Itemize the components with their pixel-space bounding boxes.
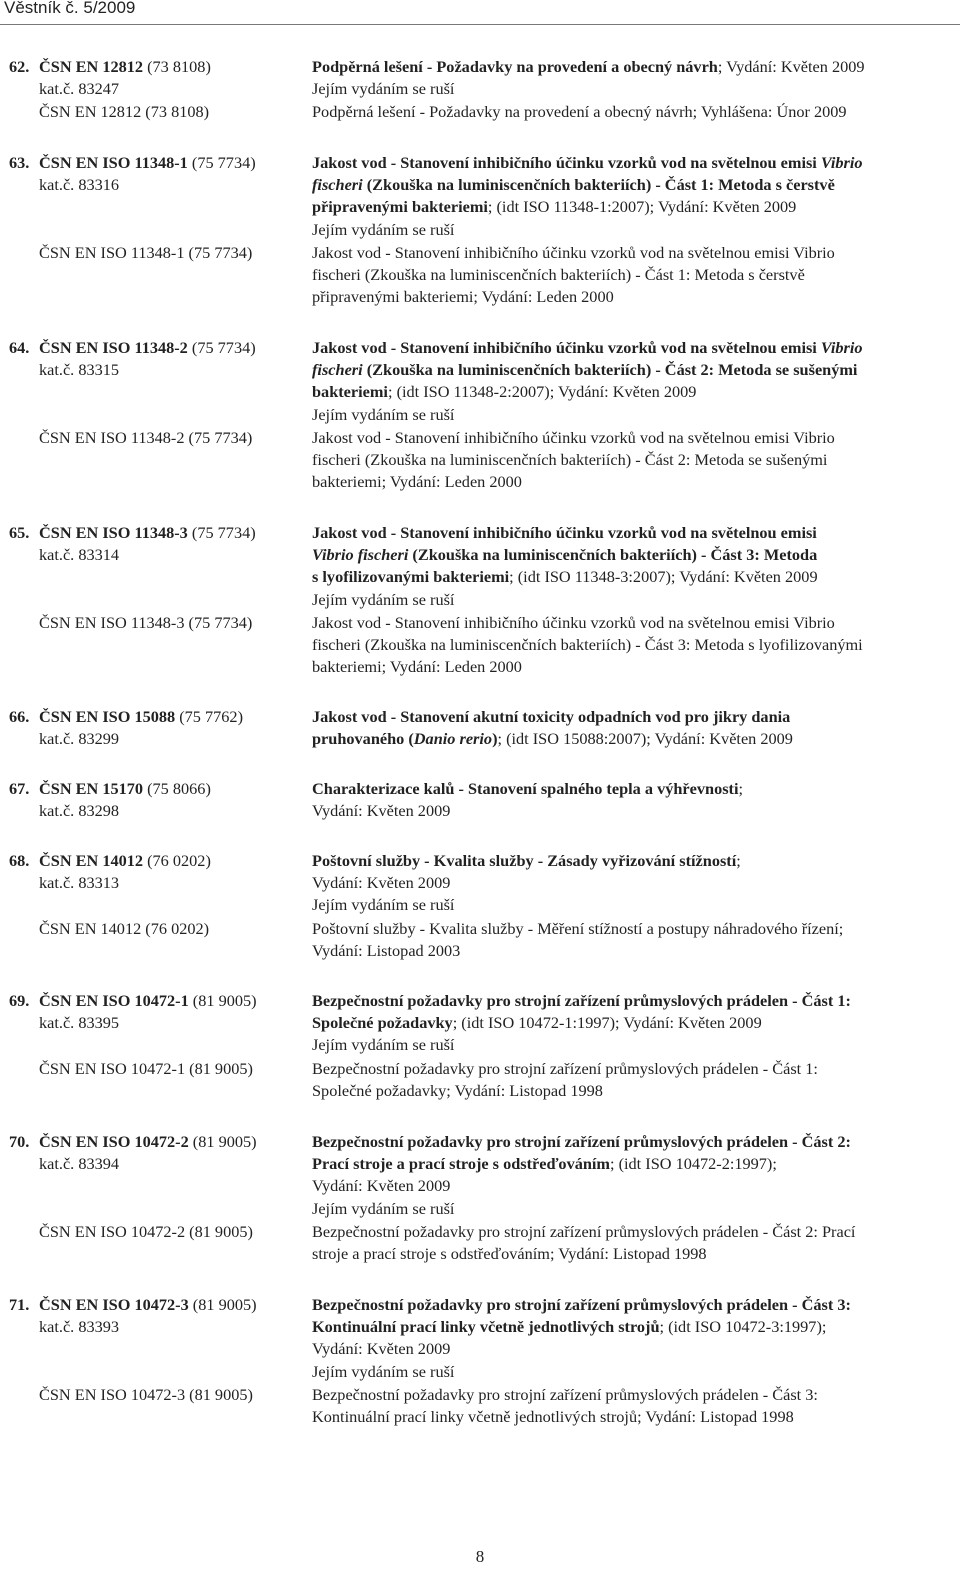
- text-run: Podpěrná lešení - Požadavky na provedení a obecný návrh: [312, 57, 718, 76]
- replaced-standard-title: [312, 1058, 942, 1102]
- standard-designation: [39, 706, 311, 750]
- text-run: Vydání: Květen 2009: [312, 873, 451, 893]
- text-run: Danio rerio: [413, 729, 493, 749]
- text-run: ; (idt ISO 10472-2:1997);: [610, 1154, 777, 1174]
- text-run: ; (idt ISO 15088:2007); Vydání: Květen 2009: [497, 729, 793, 749]
- title-line: [312, 196, 942, 218]
- title-line: [312, 337, 942, 359]
- text-run: (81 9005): [188, 991, 257, 1010]
- title-line: [312, 872, 942, 894]
- catalog-number: kat.č. 83299: [39, 729, 120, 749]
- title-line: [312, 381, 942, 403]
- standard-code: [39, 56, 311, 78]
- replaced-standard-title: [312, 427, 942, 494]
- replaced-title-line: Poštovní služby - Kvalita služby - Měření stížností a postupy náhradového řízení;: [312, 918, 844, 938]
- text-run: ; (idt ISO 10472-3:1997);: [659, 1317, 827, 1337]
- replacement-note: Jejím vydáním se ruší: [312, 1035, 455, 1055]
- standard-code: [39, 706, 311, 728]
- catalog-number: kat.č. 83247: [39, 79, 120, 99]
- standard-title: [312, 1294, 942, 1383]
- title-line: [312, 1012, 942, 1034]
- text-run: (75 8066): [143, 779, 211, 798]
- title-line: [312, 359, 942, 381]
- text-run: ; (idt ISO 11348-2:2007); Vydání: Květen 2009: [387, 382, 697, 402]
- standard-code: [39, 1294, 311, 1316]
- text-run: připravenými bakteriemi: [312, 197, 488, 217]
- text-run: (75 7734): [187, 153, 256, 172]
- replaced-title-line: Jakost vod - Stanovení inhibičního účinku vzorků vod na světelnou emisi Vibrio: [312, 242, 835, 262]
- title-line: [312, 1316, 942, 1338]
- entry-number: 63.: [9, 153, 30, 172]
- replacement-note: Jejím vydáním se ruší: [312, 589, 455, 609]
- entry-number: 64.: [9, 338, 30, 357]
- replaced-title-line: bakteriemi; Vydání: Leden 2000: [312, 657, 522, 677]
- text-run: (75 7762): [175, 707, 243, 726]
- replaced-title-line: Kontinuální prací linky včetně jednotlivých strojů; Vydání: Listopad 1998: [312, 1407, 794, 1426]
- title-line: [312, 1294, 942, 1316]
- replaced-standard-code: ČSN EN ISO 10472-1 (81 9005): [39, 1058, 253, 1078]
- text-run: Kontinuální prací linky včetně jednotlivých strojů: [312, 1317, 660, 1337]
- replaced-title-line: stroje a prací stroje s odstřeďováním; Vydání: Listopad 1998: [312, 1244, 707, 1263]
- replaced-title-line: Bezpečnostní požadavky pro strojní zařízení průmyslových prádelen - Část 3:: [312, 1384, 818, 1404]
- text-run: s lyofilizovanými bakteriemi: [312, 567, 510, 587]
- replaced-standard-code: ČSN EN 14012 (76 0202): [39, 918, 210, 938]
- standard-designation: [39, 990, 311, 1034]
- replaced-title-line: fischeri (Zkouška na luminiscenčních bakteriích) - Část 3: Metoda s lyofilizovanými: [312, 635, 863, 654]
- replacement-note: Jejím vydáním se ruší: [312, 79, 455, 99]
- replaced-standard-code: ČSN EN ISO 11348-1 (75 7734): [39, 242, 253, 262]
- replacement-note: Jejím vydáním se ruší: [312, 404, 455, 424]
- entry-number: 71.: [9, 1295, 30, 1314]
- text-run: Bezpečnostní požadavky pro strojní zařízení průmyslových prádelen - Část 3:: [312, 1295, 851, 1314]
- text-run: ; Vydání: Květen 2009: [717, 57, 865, 76]
- title-line: [312, 1131, 942, 1153]
- standard-title: [312, 56, 942, 100]
- replacement-note: Jejím vydáním se ruší: [312, 1198, 455, 1218]
- replaced-standard-title: [312, 1384, 942, 1428]
- text-run: Charakterizace kalů - Stanovení spalného tepla a výhřevnosti: [312, 779, 739, 798]
- standard-designation: [39, 522, 311, 566]
- text-run: ČSN EN 15170: [39, 779, 144, 798]
- entry-number: 67.: [9, 779, 30, 798]
- text-run: Poštovní služby - Kvalita služby - Zásady vyřizování stížností: [312, 851, 737, 870]
- title-line: [312, 800, 942, 822]
- replaced-standard-title: [312, 1221, 942, 1265]
- text-run: ČSN EN ISO 15088: [39, 707, 176, 726]
- standard-code: [39, 337, 311, 359]
- replaced-standard-title: [312, 101, 942, 123]
- title-line: [312, 706, 942, 728]
- text-run: (75 7734): [187, 523, 256, 542]
- text-run: (Zkouška na luminiscenčních bakteriích) - Část 2: Metoda se sušenými: [362, 360, 858, 380]
- title-line: [312, 850, 942, 872]
- replaced-title-line: fischeri (Zkouška na luminiscenčních bakteriích) - Část 2: Metoda se sušenými: [312, 450, 828, 469]
- replaced-title-line: Jakost vod - Stanovení inhibičního účinku vzorků vod na světelnou emisi Vibrio: [312, 612, 835, 632]
- title-line: [312, 56, 942, 78]
- standard-title: [312, 152, 942, 241]
- text-run: ČSN EN ISO 11348-1: [39, 153, 188, 172]
- text-run: ; (idt ISO 11348-3:2007); Vydání: Květen 2009: [509, 567, 818, 587]
- text-run: (Zkouška na luminiscenčních bakteriích) - Část 1: Metoda s čerstvě: [362, 175, 835, 195]
- text-run: ; (idt ISO 11348-1:2007); Vydání: Květen 2009: [487, 197, 797, 217]
- standard-title: [312, 706, 942, 750]
- text-run: ; (idt ISO 10472-1:1997); Vydání: Květen 2009: [452, 1013, 762, 1033]
- catalog-number: kat.č. 83314: [39, 545, 120, 565]
- entry-number: 62.: [9, 57, 30, 76]
- text-run: Vydání: Květen 2009: [312, 1339, 451, 1359]
- standard-designation: [39, 850, 311, 894]
- replaced-title-line: Podpěrná lešení - Požadavky na provedení a obecný návrh; Vyhlášena: Únor 2009: [312, 102, 847, 122]
- title-line: [312, 990, 942, 1012]
- catalog-number: kat.č. 83316: [39, 175, 120, 195]
- text-run: ;: [736, 851, 741, 870]
- title-line: [312, 1338, 942, 1360]
- replaced-title-line: bakteriemi; Vydání: Leden 2000: [312, 472, 522, 492]
- title-line: [312, 1153, 942, 1175]
- text-run: Bezpečnostní požadavky pro strojní zařízení průmyslových prádelen - Část 1:: [312, 991, 851, 1010]
- text-run: (81 9005): [188, 1295, 257, 1314]
- text-run: ČSN EN 12812: [39, 57, 144, 76]
- title-line: [312, 544, 942, 566]
- text-run: Bezpečnostní požadavky pro strojní zařízení průmyslových prádelen - Část 2:: [312, 1132, 851, 1151]
- text-run: pruhovaného (: [312, 729, 414, 749]
- text-run: (75 7734): [187, 338, 256, 357]
- text-run: Prací stroje a prací stroje s odstřeďováním: [312, 1154, 610, 1174]
- text-run: ČSN EN ISO 11348-3: [39, 523, 188, 542]
- standard-code: [39, 1131, 311, 1153]
- standard-title: [312, 850, 942, 917]
- standard-code: [39, 850, 311, 872]
- replaced-title-line: fischeri (Zkouška na luminiscenčních bakteriích) - Část 1: Metoda s čerstvě: [312, 265, 805, 284]
- standard-title: [312, 990, 942, 1057]
- text-run: ;: [738, 779, 744, 798]
- replaced-standard-code: ČSN EN 12812 (73 8108): [39, 102, 210, 122]
- text-run: fischeri: [312, 360, 363, 380]
- replacement-note: Jejím vydáním se ruší: [312, 895, 455, 915]
- standard-title: [312, 1131, 942, 1220]
- replaced-title-line: Bezpečnostní požadavky pro strojní zařízení průmyslových prádelen - Část 1:: [312, 1058, 818, 1078]
- text-run: Vydání: Květen 2009: [312, 801, 451, 821]
- standard-designation: [39, 1131, 311, 1175]
- entry-number: 65.: [9, 523, 30, 542]
- replaced-standard-title: [312, 242, 942, 309]
- text-run: Vibrio fischeri: [312, 545, 409, 565]
- text-run: ČSN EN 14012: [39, 851, 144, 870]
- catalog-number: kat.č. 83395: [39, 1013, 120, 1033]
- title-line: [312, 152, 942, 174]
- standard-designation: [39, 1294, 311, 1338]
- header-rule: [0, 24, 960, 25]
- standard-designation: [39, 778, 311, 822]
- standard-code: [39, 778, 311, 800]
- standard-code: [39, 152, 311, 174]
- title-line: [312, 522, 942, 544]
- replaced-standard-title: [312, 918, 942, 962]
- text-run: ČSN EN ISO 10472-1: [39, 991, 189, 1010]
- replaced-title-line: Bezpečnostní požadavky pro strojní zařízení průmyslových prádelen - Část 2: Prací: [312, 1221, 856, 1241]
- text-run: (81 9005): [188, 1132, 257, 1151]
- entry-number: 66.: [9, 707, 30, 726]
- text-run: (Zkouška na luminiscenčních bakteriích) - Část 3: Metoda: [408, 545, 818, 565]
- replacement-note: Jejím vydáním se ruší: [312, 1361, 455, 1381]
- bulletin-header: Věstník č. 5/2009: [4, 0, 136, 17]
- text-run: Jakost vod - Stanovení inhibičního účinku vzorků vod na světelnou emisi: [312, 153, 821, 172]
- standard-code: [39, 990, 311, 1012]
- text-run: fischeri: [312, 175, 363, 195]
- replaced-standard-code: ČSN EN ISO 10472-2 (81 9005): [39, 1221, 253, 1241]
- text-run: Vydání: Květen 2009: [312, 1176, 451, 1196]
- replaced-title-line: připravenými bakteriemi; Vydání: Leden 2000: [312, 287, 614, 307]
- replacement-note: Jejím vydáním se ruší: [312, 219, 455, 239]
- text-run: bakteriemi: [312, 382, 388, 402]
- standard-title: [312, 778, 942, 822]
- catalog-number: kat.č. 83298: [39, 801, 120, 821]
- text-run: Jakost vod - Stanovení inhibičního účinku vzorků vod na světelnou emisi: [312, 523, 817, 542]
- page-number: 8: [475, 1547, 485, 1566]
- replaced-standard-code: ČSN EN ISO 11348-2 (75 7734): [39, 427, 253, 447]
- text-run: Jakost vod - Stanovení akutní toxicity odpadních vod pro jikry dania: [312, 707, 791, 726]
- title-line: [312, 728, 942, 750]
- text-run: Vibrio: [820, 338, 863, 357]
- text-run: (76 0202): [143, 851, 211, 870]
- replaced-title-line: Jakost vod - Stanovení inhibičního účinku vzorků vod na světelnou emisi Vibrio: [312, 427, 835, 447]
- text-run: (73 8108): [143, 57, 211, 76]
- standard-title: [312, 337, 942, 426]
- catalog-number: kat.č. 83315: [39, 360, 120, 380]
- text-run: ČSN EN ISO 10472-3: [39, 1295, 189, 1314]
- text-run: Vibrio: [820, 153, 863, 172]
- title-line: [312, 566, 942, 588]
- text-run: Společné požadavky: [312, 1013, 453, 1033]
- standard-designation: [39, 337, 311, 381]
- text-run: ČSN EN ISO 10472-2: [39, 1132, 189, 1151]
- replaced-standard-code: ČSN EN ISO 10472-3 (81 9005): [39, 1384, 253, 1404]
- standard-designation: [39, 152, 311, 196]
- title-line: [312, 174, 942, 196]
- replaced-title-line: Společné požadavky; Vydání: Listopad 1998: [312, 1080, 603, 1100]
- title-line: [312, 1175, 942, 1197]
- catalog-number: kat.č. 83313: [39, 873, 120, 893]
- catalog-number: kat.č. 83393: [39, 1317, 120, 1337]
- text-run: ČSN EN ISO 11348-2: [39, 338, 188, 357]
- entry-number: 69.: [9, 991, 30, 1010]
- entry-number: 70.: [9, 1132, 30, 1151]
- standard-title: [312, 522, 942, 611]
- replaced-standard-title: [312, 612, 942, 679]
- replaced-title-line: Vydání: Listopad 2003: [312, 940, 461, 960]
- text-run: Jakost vod - Stanovení inhibičního účinku vzorků vod na světelnou emisi: [312, 338, 821, 357]
- standard-code: [39, 522, 311, 544]
- standard-designation: [39, 56, 311, 100]
- catalog-number: kat.č. 83394: [39, 1154, 120, 1174]
- text-run: ): [492, 729, 498, 749]
- replaced-standard-code: ČSN EN ISO 11348-3 (75 7734): [39, 612, 253, 632]
- entry-number: 68.: [9, 851, 30, 870]
- title-line: [312, 778, 942, 800]
